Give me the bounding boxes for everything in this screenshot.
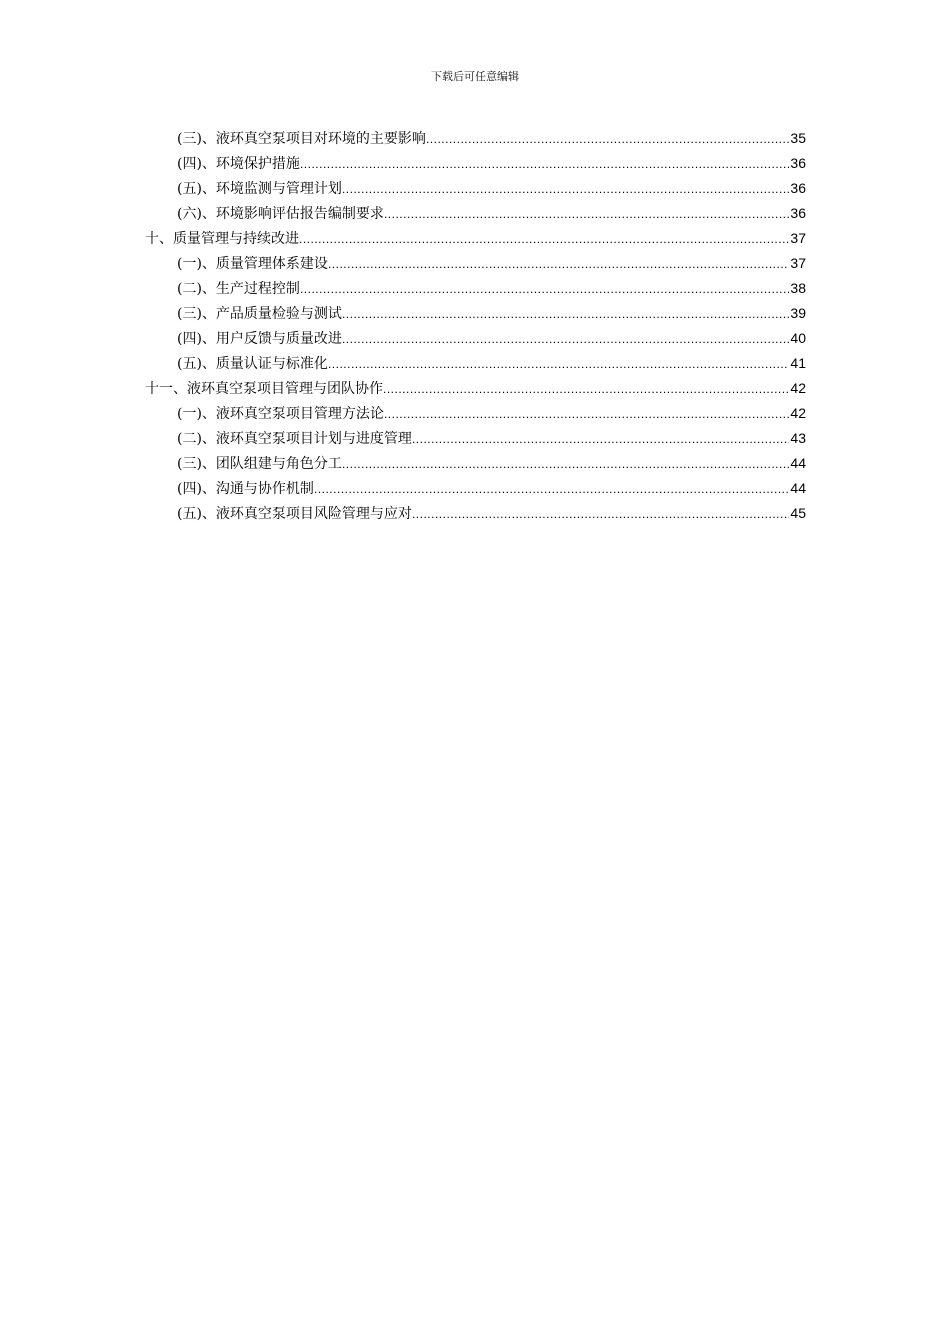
toc-entry[interactable] [145, 326, 806, 351]
toc-entry[interactable] [145, 251, 806, 276]
toc-entry[interactable] [145, 501, 806, 526]
toc-entry-title: 十、质量管理与持续改进 [145, 231, 299, 247]
toc-entry-title: (三)、产品质量检验与测试 [177, 306, 342, 322]
toc-entry[interactable] [145, 126, 806, 151]
toc-leader-dots [426, 127, 789, 152]
toc-leader-dots [342, 302, 789, 327]
toc-entry-title: 十一、液环真空泵项目管理与团队协作 [145, 381, 383, 397]
toc-entry-page: 37 [790, 230, 806, 246]
toc-entry-title: (四)、用户反馈与质量改进 [177, 331, 342, 347]
toc-leader-dots [342, 327, 789, 352]
toc-entry-page: 45 [790, 505, 806, 521]
toc-entry-title: (一)、液环真空泵项目管理方法论 [177, 406, 384, 422]
toc-entry[interactable] [145, 426, 806, 451]
toc-leader-dots [342, 452, 789, 477]
toc-entry-page: 42 [790, 405, 806, 421]
toc-entry-page: 43 [790, 430, 806, 446]
toc-entry[interactable] [145, 476, 806, 501]
toc-leader-dots [300, 152, 789, 177]
toc-entry[interactable] [145, 451, 806, 476]
toc-entry[interactable] [145, 276, 806, 301]
toc-entry[interactable] [145, 351, 806, 376]
toc-entry-title: (三)、团队组建与角色分工 [177, 456, 342, 472]
toc-entry-page: 44 [790, 455, 806, 471]
toc-leader-dots [412, 502, 789, 527]
toc-entry-page: 44 [790, 480, 806, 496]
toc-entry-page: 35 [790, 130, 806, 146]
toc-leader-dots [384, 202, 789, 227]
toc-entry[interactable] [145, 401, 806, 426]
toc-entry-title: (五)、质量认证与标准化 [177, 356, 328, 372]
toc-entry-title: (四)、环境保护措施 [177, 156, 300, 172]
toc-entry-page: 41 [790, 355, 806, 371]
toc-entry-page: 36 [790, 155, 806, 171]
toc-leader-dots [328, 352, 789, 377]
toc-entry-page: 37 [790, 255, 806, 271]
toc-entry-title: (四)、沟通与协作机制 [177, 481, 314, 497]
toc-leader-dots [300, 277, 789, 302]
toc-entry-title: (二)、生产过程控制 [177, 281, 300, 297]
table-of-contents [145, 126, 806, 526]
toc-entry-title: (五)、环境监测与管理计划 [177, 181, 342, 197]
toc-leader-dots [328, 252, 789, 277]
toc-leader-dots [314, 477, 789, 502]
toc-entry-page: 36 [790, 180, 806, 196]
toc-entry-page: 36 [790, 205, 806, 221]
toc-entry[interactable] [145, 151, 806, 176]
toc-entry-page: 38 [790, 280, 806, 296]
toc-leader-dots [299, 227, 789, 252]
toc-entry-page: 39 [790, 305, 806, 321]
toc-leader-dots [383, 377, 789, 402]
toc-entry[interactable] [145, 176, 806, 201]
toc-entry-page: 42 [790, 380, 806, 396]
toc-entry-title: (一)、质量管理体系建设 [177, 256, 328, 272]
toc-leader-dots [412, 427, 789, 452]
toc-entry-title: (五)、液环真空泵项目风险管理与应对 [177, 506, 412, 522]
toc-entry[interactable] [145, 201, 806, 226]
toc-chapter-entry[interactable] [145, 226, 806, 251]
toc-entry-title: (三)、液环真空泵项目对环境的主要影响 [177, 131, 426, 147]
toc-leader-dots [384, 402, 789, 427]
toc-entry-page: 40 [790, 330, 806, 346]
toc-chapter-entry[interactable] [145, 376, 806, 401]
toc-entry[interactable] [145, 301, 806, 326]
toc-entry-title: (二)、液环真空泵项目计划与进度管理 [177, 431, 412, 447]
toc-entry-title: (六)、环境影响评估报告编制要求 [177, 206, 384, 222]
toc-leader-dots [342, 177, 789, 202]
header-note: 下载后可任意编辑 [431, 70, 519, 83]
